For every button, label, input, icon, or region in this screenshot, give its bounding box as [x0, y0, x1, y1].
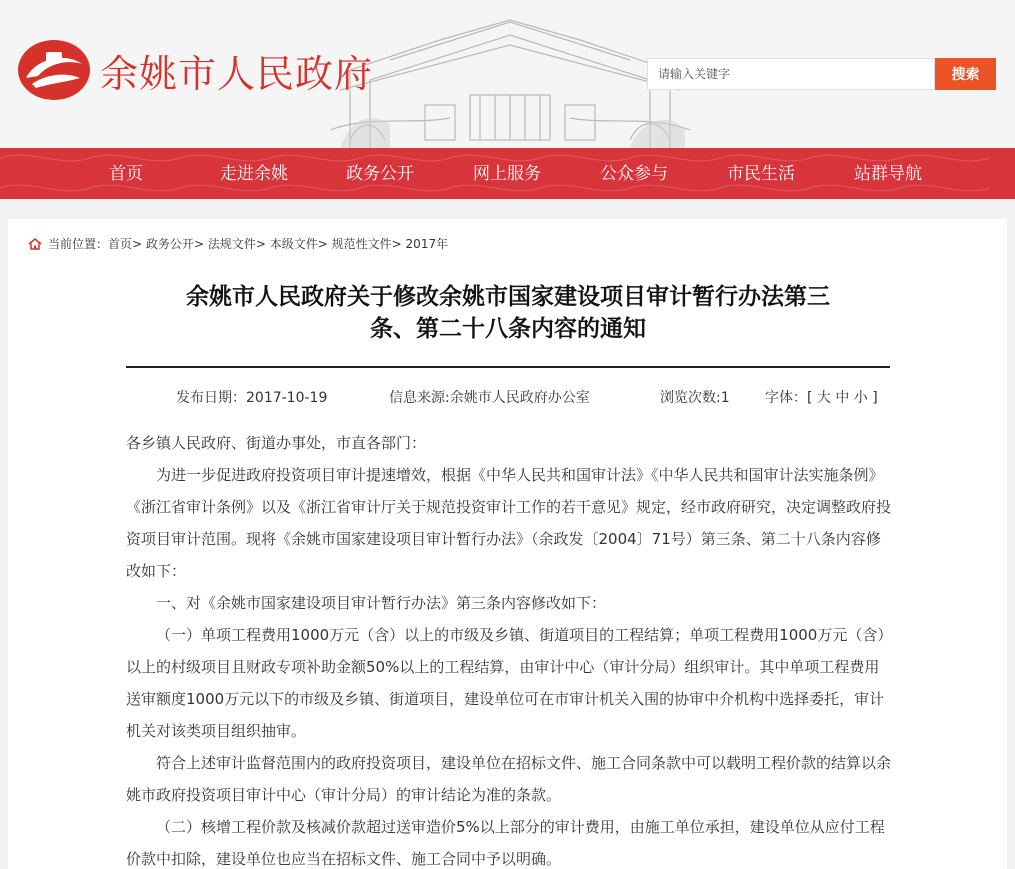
article-container	[8, 219, 1007, 869]
nav-item-site-navigation[interactable]: 站群导航	[854, 164, 922, 184]
nav-item-about[interactable]: 走进余姚	[220, 164, 288, 184]
article-paragraph: （二）核增工程价款及核减价款超过送审造价5%以上部分的审计费用，由施工单位承担，建设单位从应付工程价款中扣除，建设单位也应当在招标文件、施工合同中予以明确。	[126, 818, 885, 868]
breadcrumb	[28, 235, 448, 252]
main-nav	[0, 148, 1015, 199]
nav-item-public-participation[interactable]: 公众参与	[600, 164, 668, 184]
site-logo[interactable]	[16, 38, 373, 102]
info-source: 信息来源:余姚市人民政府办公室	[389, 390, 590, 406]
publish-date: 发布日期：2017-10-19	[176, 390, 328, 406]
breadcrumb-label: 当前位置：	[48, 237, 109, 251]
site-header	[0, 0, 1015, 148]
search-bar	[647, 58, 996, 90]
breadcrumb-item-regulations[interactable]: 法规文件	[207, 237, 256, 251]
breadcrumb-separator: >	[193, 236, 204, 251]
site-name: 余姚市人民政府	[100, 51, 374, 96]
article-paragraph: 一、对《余姚市国家建设项目审计暂行办法》第三条内容修改如下：	[156, 594, 607, 612]
breadcrumb-item-government-affairs[interactable]: 政务公开	[145, 237, 194, 251]
breadcrumb-item-home[interactable]: 首页	[108, 237, 133, 251]
breadcrumb-separator: >	[255, 236, 266, 251]
home-icon	[28, 237, 42, 251]
breadcrumb-separator: >	[132, 236, 143, 251]
nav-item-home[interactable]: 首页	[109, 164, 143, 184]
nav-item-government-affairs[interactable]: 政务公开	[346, 164, 414, 184]
article-paragraph: 为进一步促进政府投资项目审计提速增效，根据《中华人民共和国审计法》《中华人民共和国审计法实施条例》《浙江省审计条例》以及《浙江省审计厅关于规范投资审计工作的若干意见》规定，经市政府研究，决定调整政府投资项目审计范围。现将《余姚市国家建设项目审计暂行办法》（余政发〔2004〕71号）第三条、第二十八条内容修改如下：	[126, 466, 892, 580]
title-divider	[126, 366, 890, 368]
view-count: 浏览次数:1	[660, 390, 730, 406]
font-size-selector[interactable]: 字体：[ 大 中 小 ]	[765, 390, 878, 406]
breadcrumb-item-normative-documents[interactable]: 规范性文件	[331, 237, 392, 251]
search-input[interactable]	[647, 58, 935, 90]
breadcrumb-separator: >	[317, 236, 328, 251]
article-title	[126, 281, 890, 345]
building-illustration	[330, 0, 690, 148]
breadcrumb-item-local-documents[interactable]: 本级文件	[269, 237, 318, 251]
article-title-line1: 余姚市人民政府关于修改余姚市国家建设项目审计暂行办法第三	[186, 284, 830, 310]
article-title-line2: 条、第二十八条内容的通知	[370, 316, 646, 342]
breadcrumb-separator: >	[391, 236, 402, 251]
government-emblem-icon	[16, 38, 92, 102]
nav-item-citizen-life[interactable]: 市民生活	[727, 164, 795, 184]
search-button[interactable]: 搜索	[935, 58, 996, 90]
article-body	[126, 427, 892, 869]
article-paragraph: 符合上述审计监督范围内的政府投资项目，建设单位在招标文件、施工合同条款中可以载明工程价款的结算以余姚市政府投资项目审计中心（审计分局）的审计结论为准的条款。	[126, 754, 892, 804]
nav-item-online-services[interactable]: 网上服务	[473, 164, 541, 184]
article-salutation: 各乡镇人民政府、街道办事处，市直各部门：	[126, 434, 427, 452]
article-paragraph: （一）单项工程费用1000万元（含）以上的市级及乡镇、街道项目的工程结算；单项工程费用1000万元（含）以上的村级项目且财政专项补助金额50%以上的工程结算，由审计中心（审计分局）组织审计。其中单项工程费用送审额度1000万元以下的市级及乡镇、街道项目，建设单位可在市审计机关入围的协审中介机构中选择委托，审计机关对该类项目组织抽审。	[126, 626, 885, 740]
breadcrumb-item-year[interactable]: 2017年	[405, 237, 449, 251]
